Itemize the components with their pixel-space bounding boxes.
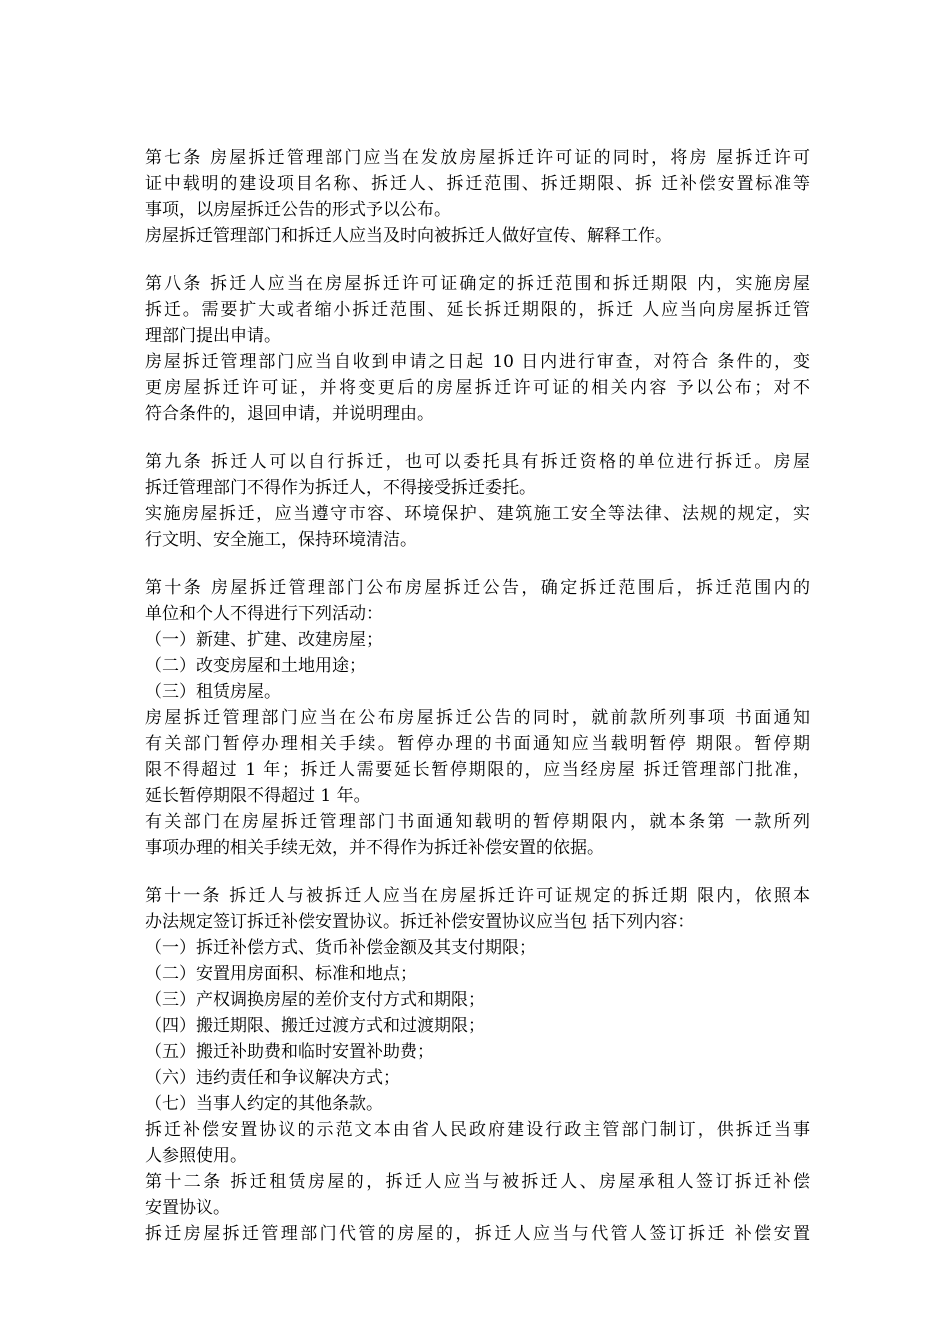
list-item: （三）租赁房屋。 [145, 682, 281, 702]
text-line: 事项办理的相关手续无效，并不得作为拆迁补偿安置的依据。 [145, 838, 604, 858]
list-item: （一）新建、扩建、改建房屋； [145, 630, 383, 650]
text-line: 第八条 拆迁人应当在房屋拆迁许可证确定的拆迁范围和拆迁期限 内，实施房屋 [145, 274, 810, 294]
text-line: 第十二条 拆迁租赁房屋的，拆迁人应当与被拆迁人、房屋承租人签订拆迁补偿 [145, 1172, 810, 1192]
text-line: 符合条件的，退回申请，并说明理由。 [145, 404, 434, 424]
text-line: 拆迁房屋拆迁管理部门代管的房屋的，拆迁人应当与代管人签订拆迁 补偿安置 [145, 1224, 810, 1244]
list-item: （二）安置用房面积、标准和地点； [145, 964, 417, 984]
text-line: 证中载明的建设项目名称、拆迁人、拆迁范围、拆迁期限、拆 迁补偿安置标准等 [145, 174, 810, 194]
list-item: （一）拆迁补偿方式、货币补偿金额及其支付期限； [145, 938, 536, 958]
text-line: 有关部门在房屋拆迁管理部门书面通知载明的暂停期限内，就本条第 一款所列 [145, 812, 810, 832]
text-line: 限不得超过 1 年；拆迁人需要延长暂停期限的，应当经房屋 拆迁管理部门批准， [145, 760, 810, 780]
list-item: （五）搬迁补助费和临时安置补助费； [145, 1042, 434, 1062]
text-line: 更房屋拆迁许可证，并将变更后的房屋拆迁许可证的相关内容 予以公布；对不 [145, 378, 810, 398]
list-item: （六）违约责任和争议解决方式； [145, 1068, 400, 1088]
text-line: 房屋拆迁管理部门应当在公布房屋拆迁公告的同时，就前款所列事项 书面通知 [145, 708, 810, 728]
text-line: 第十一条 拆迁人与被拆迁人应当在房屋拆迁许可证规定的拆迁期 限内，依照本 [145, 886, 810, 906]
text-line: 实施房屋拆迁，应当遵守市容、环境保护、建筑施工安全等法律、法规的规定，实 [145, 504, 810, 524]
list-item: （四）搬迁期限、搬迁过渡方式和过渡期限； [145, 1016, 485, 1036]
text-line: 办法规定签订拆迁补偿安置协议。拆迁补偿安置协议应当包 括下列内容： [145, 912, 695, 932]
text-line: 有关部门暂停办理相关手续。暂停办理的书面通知应当载明暂停 期限。暂停期 [145, 734, 810, 754]
text-line: 拆迁。需要扩大或者缩小拆迁范围、延长拆迁期限的，拆迁 人应当向房屋拆迁管 [145, 300, 810, 320]
text-line: 房屋拆迁管理部门和拆迁人应当及时向被拆迁人做好宣传、解释工作。 [145, 226, 672, 246]
text-line: 安置协议。 [145, 1198, 230, 1218]
text-line: 第十条 房屋拆迁管理部门公布房屋拆迁公告，确定拆迁范围后，拆迁范围内的 [145, 578, 810, 598]
text-line: 第九条 拆迁人可以自行拆迁，也可以委托具有拆迁资格的单位进行拆迁。房屋 [145, 452, 810, 472]
text-line: 拆迁补偿安置协议的示范文本由省人民政府建设行政主管部门制订，供拆迁当事 [145, 1120, 810, 1140]
text-line: 事项，以房屋拆迁公告的形式予以公布。 [145, 200, 451, 220]
list-item: （七）当事人约定的其他条款。 [145, 1094, 383, 1114]
text-line: 人参照使用。 [145, 1146, 247, 1166]
text-line: 房屋拆迁管理部门应当自收到申请之日起 10 日内进行审查，对符合 条件的，变 [145, 352, 810, 372]
text-line: 单位和个人不得进行下列活动： [145, 604, 383, 624]
text-line: 拆迁管理部门不得作为拆迁人，不得接受拆迁委托。 [145, 478, 536, 498]
text-line: 第七条 房屋拆迁管理部门应当在发放房屋拆迁许可证的同时，将房 屋拆迁许可 [145, 148, 810, 168]
list-item: （二）改变房屋和土地用途； [145, 656, 366, 676]
text-line: 延长暂停期限不得超过 1 年。 [145, 786, 371, 806]
list-item: （三）产权调换房屋的差价支付方式和期限； [145, 990, 485, 1010]
text-line: 行文明、安全施工，保持环境清洁。 [145, 530, 417, 550]
text-line: 理部门提出申请。 [145, 326, 281, 346]
